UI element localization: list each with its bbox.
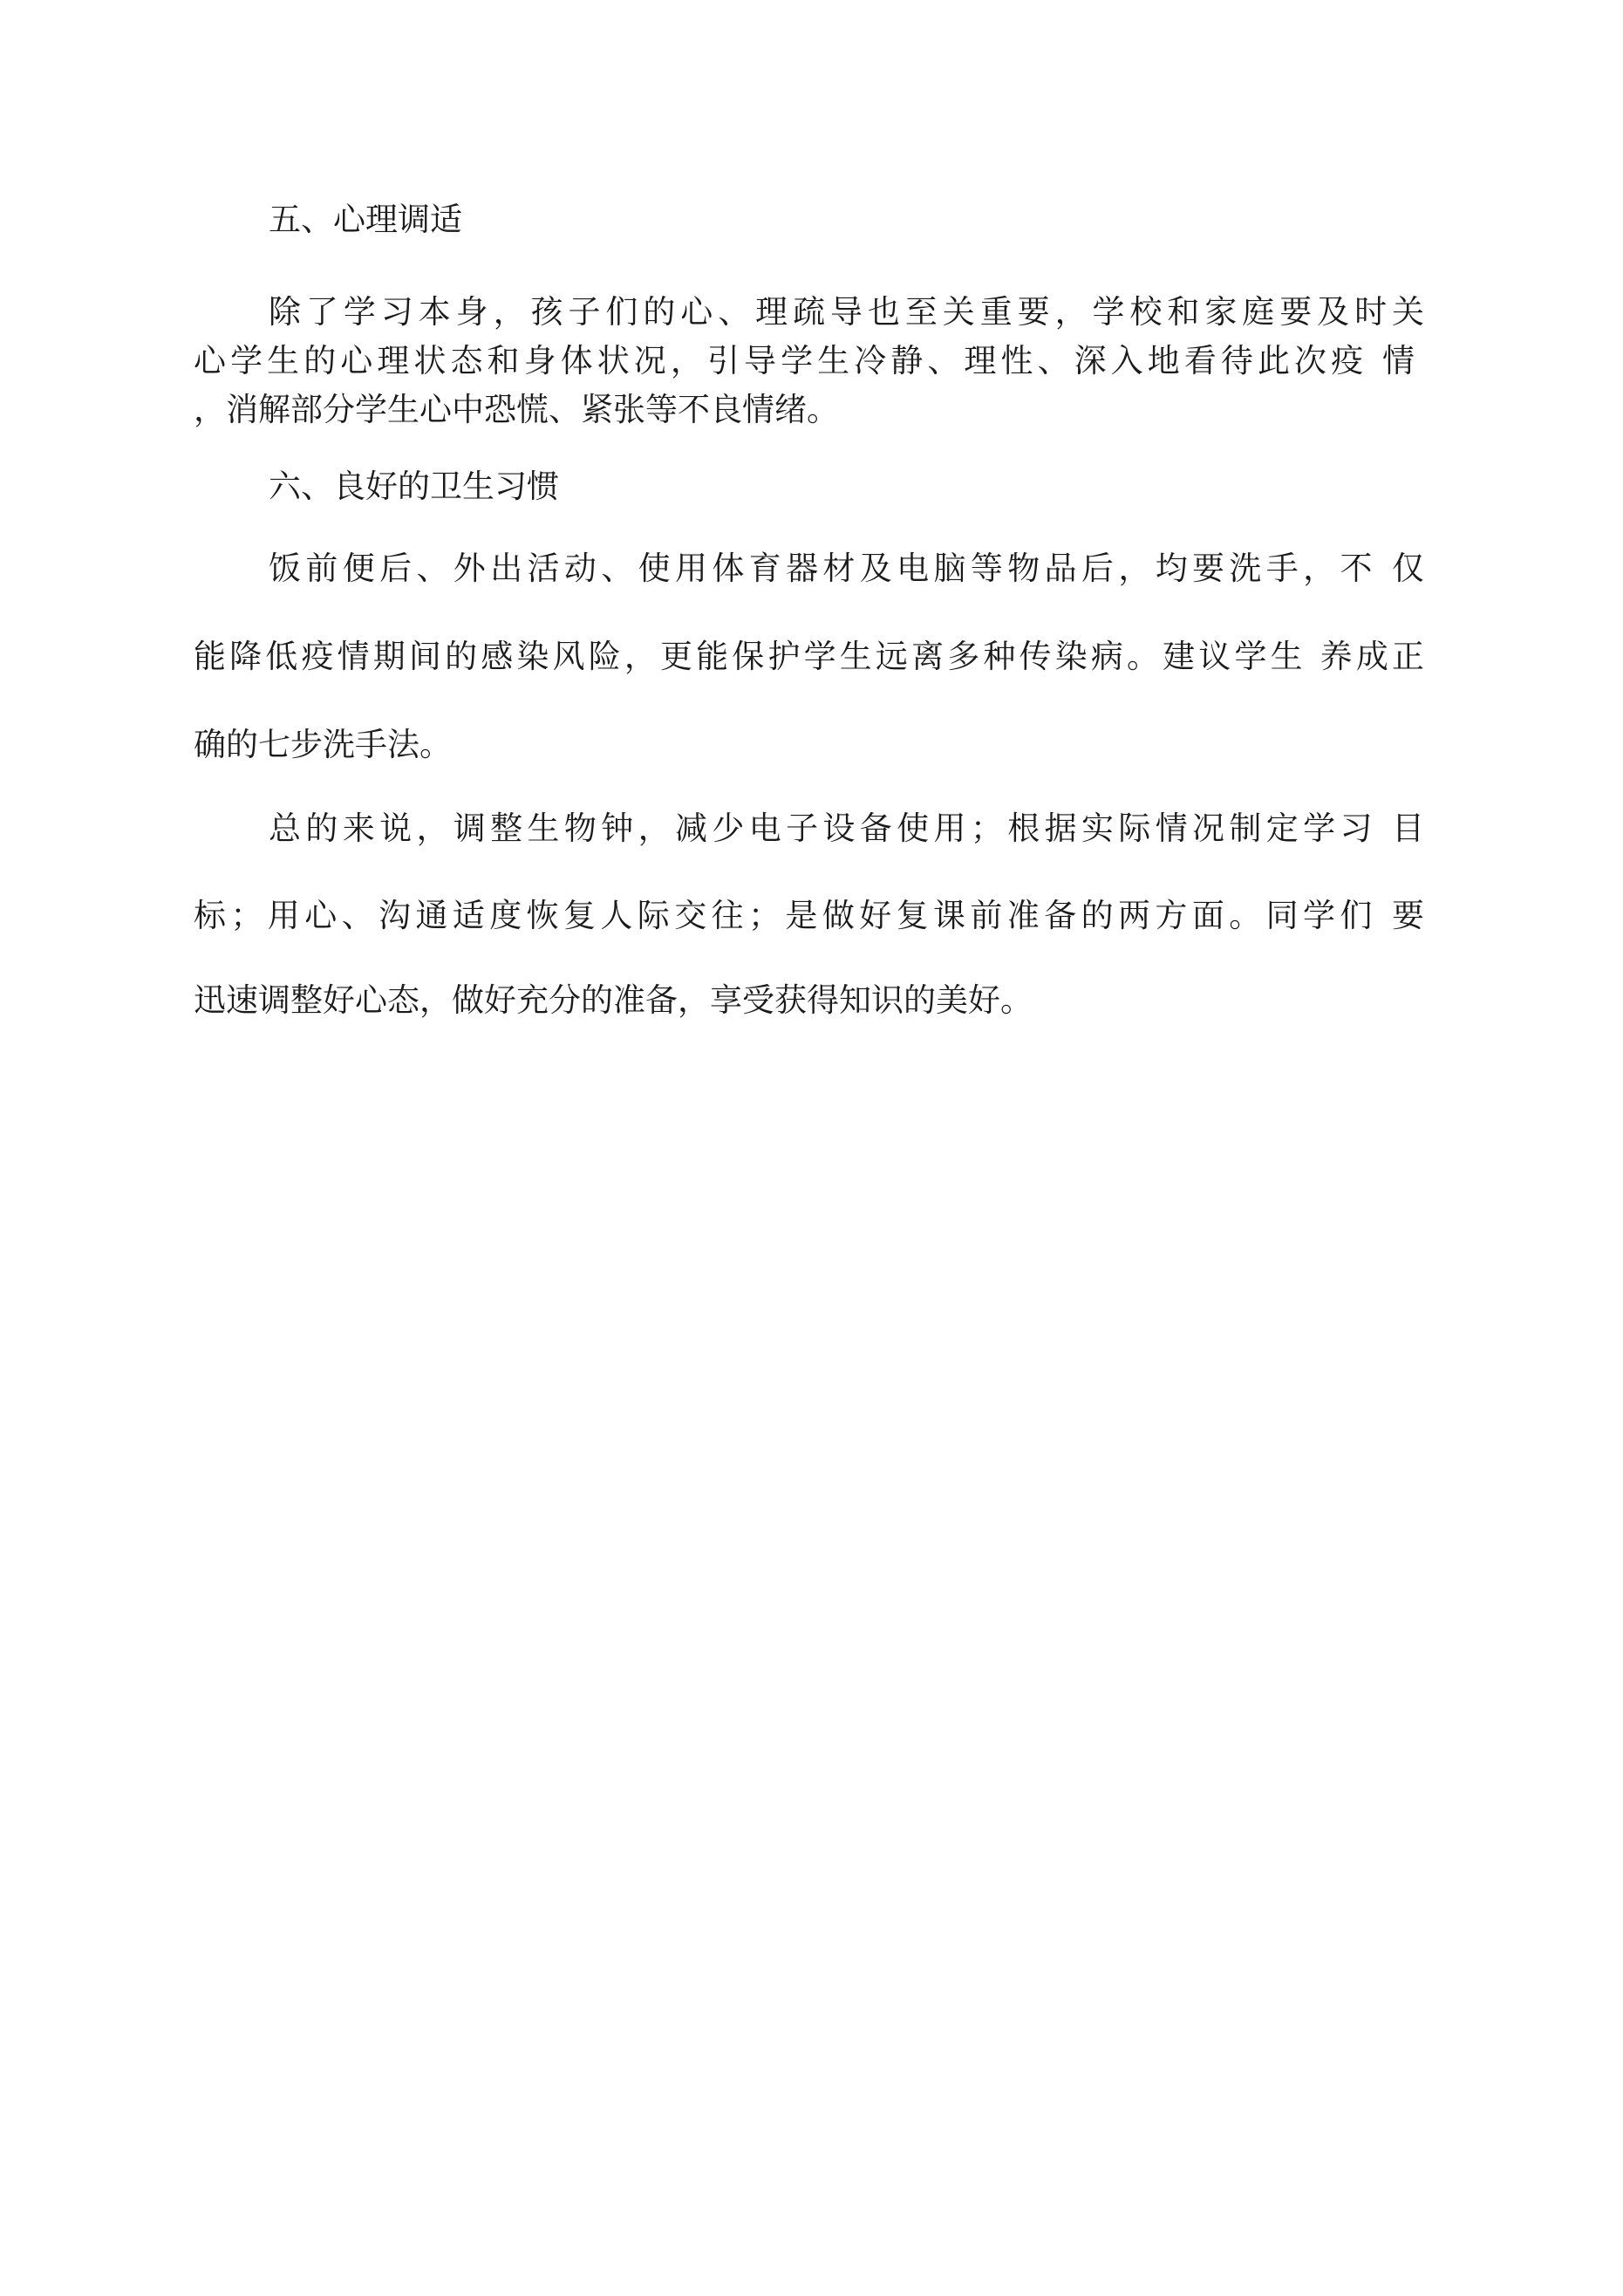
paragraph-psychology-line-1: 除了学习本身，孩子们的心、理疏导也至关重要，学校和家庭要及时关 xyxy=(269,293,1424,331)
paragraph-hygiene-line-1: 饭前便后、外出活动、使用体育器材及电脑等物品后，均要洗手，不 仅 xyxy=(269,550,1424,587)
section-heading-psychological-adjustment: 五、心理调适 xyxy=(269,201,462,238)
section-heading-hygiene-habits: 六、良好的卫生习惯 xyxy=(269,468,559,505)
paragraph-psychology-line-2: 心学生的心理状态和身体状况，引导学生冷静、理性、深入地看待此次疫 情 xyxy=(194,342,1415,379)
paragraph-hygiene-line-2: 能降低疫情期间的感染风险，更能保护学生远离多种传染病。建议学生 养成正 xyxy=(194,638,1424,675)
paragraph-summary-line-3: 迅速调整好心态，做好充分的准备，享受获得知识的美好。 xyxy=(194,981,1033,1019)
paragraph-psychology-line-3: ，消解部分学生心中恐慌、紧张等不良情绪。 xyxy=(194,391,839,428)
paragraph-summary-line-2: 标；用心、沟通适度恢复人际交往；是做好复课前准备的两方面。同学们 要 xyxy=(194,897,1424,934)
paragraph-summary-line-1: 总的来说，调整生物钟，减少电子设备使用；根据实际情况制定学习 目 xyxy=(269,810,1424,847)
paragraph-hygiene-line-3: 确的七步洗手法。 xyxy=(194,726,452,763)
